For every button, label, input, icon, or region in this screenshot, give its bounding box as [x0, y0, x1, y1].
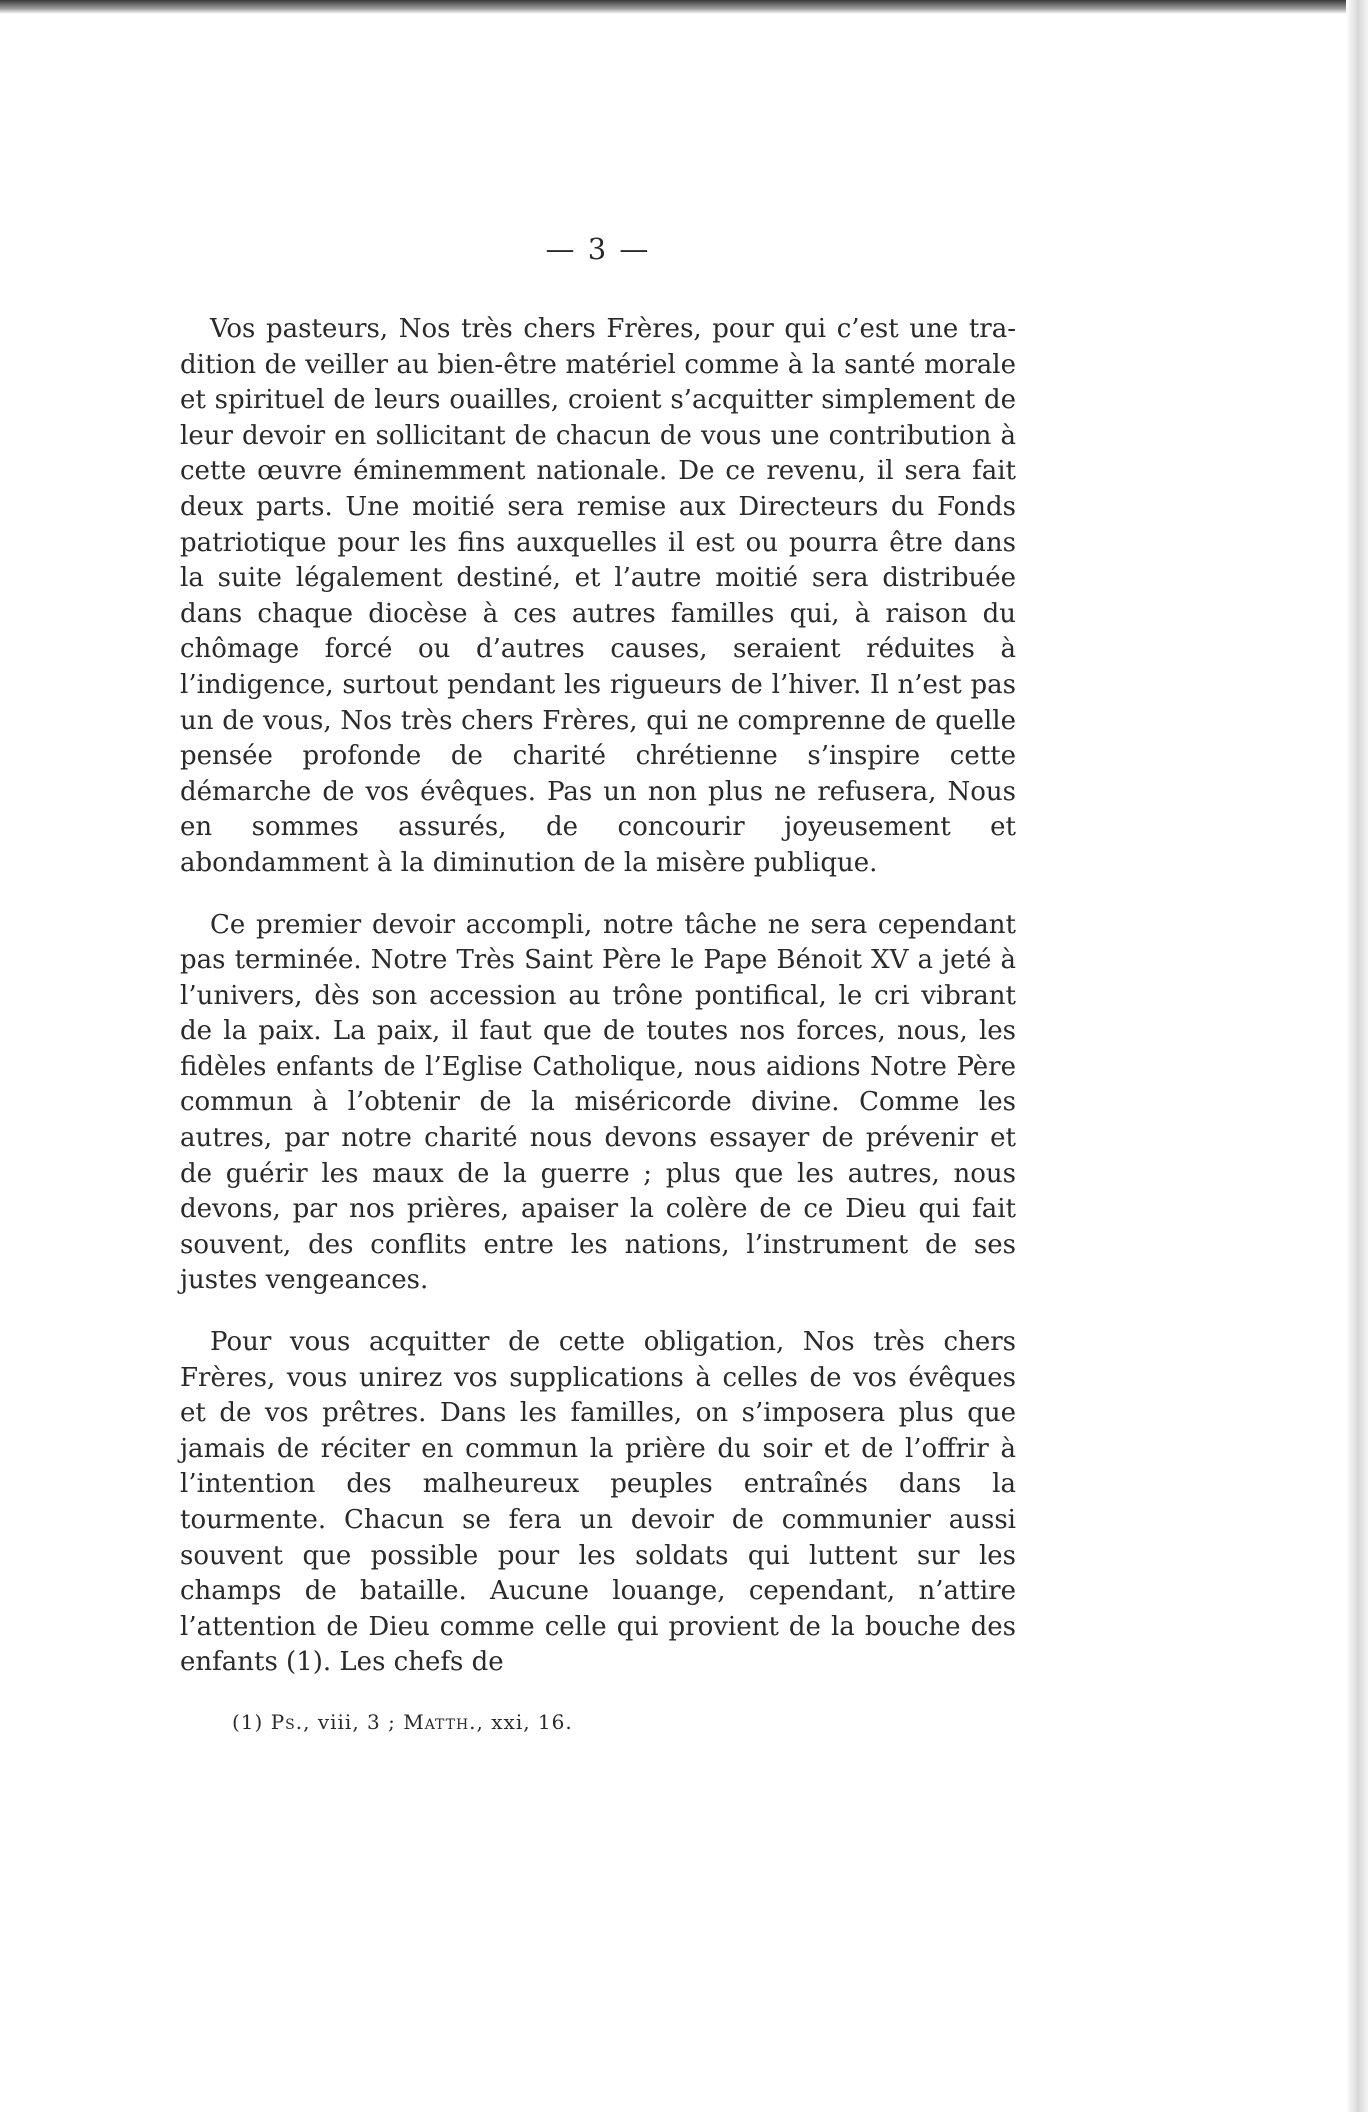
paragraph-peace: Ce premier devoir accompli, notre tâche ne sera cependant pas terminée. Notre Très Saint Père le Pape Bénoit XV a jeté à l’univers, dès son accession au trône pontifical, le cri vibrant de la paix. La paix, il faut que de toutes nos forces, nous, les fidèles enfants de l’Eglise Catholique, nous aidions Notre Père commun à l’obtenir de la miséricorde divine. Comme les autres, par notre charité nous devons essayer de prévenir et de guérir les maux de la guerre ; plus que les autres, nous devons, par nos prières, apaiser la colère de ce Dieu qui fait souvent, des conflits entre les nations, l’instrument de ses justes vengeances.: [180, 909, 1016, 1296]
footnote-ref-matthew-location: , xxi, 16.: [476, 1709, 573, 1734]
page-number: — 3 —: [545, 232, 651, 266]
paragraph-prayers: Pour vous acquitter de cette obligation, Nos très chers Frères, vous unirez vos supplications à celles de vos évêques et de vos prêtres. Dans les familles, on s’imposera plus que jamais de réciter en commun la prière du soir et de l’offrir à l’intention des malheureux peuples entraînés dans la tourmente. Chacun se fera un devoir de communier aussi souvent que possible pour les soldats qui luttent sur les champs de bataille. Aucune louange, cependant, n’attire l’attention de Dieu comme celle qui provient de la bouche des enfants (1). Les chefs de: [180, 1327, 1016, 1678]
paragraph-pastors: Vos pasteurs, Nos très chers Frères, pour qui c’est une tradition de veiller au bien-être matériel comme à la santé morale et spirituel de leurs ouailles, croient s’acquitter simplement de leur devoir en sollicitant de chacun de vous une contribution à cette œuvre éminemment nationale. De ce revenu, il sera fait deux parts. Une moitié sera remise aux Directeurs du Fonds patriotique pour les fins auxquelles il est ou pourra être dans la suite légalement destiné, et l’autre moitié sera distribuée dans chaque diocèse à ces autres familles qui, à raison du chômage forcé ou d’autres causes, seraient réduites à l’indigence, surtout pendant les rigueurs de l’hiver. Il n’est pas un de vous, Nos très chers Frères, qui ne comprenne de quelle pensée profonde de charité chrétienne s’inspire cette démarche de vos évêques. Pas un non plus ne refusera, Nous en sommes assurés, de concourir joyeusement et abondamment à la diminution de la misère publique.: [180, 314, 1016, 878]
footnote-ref-psalms-book: Ps.: [270, 1709, 304, 1734]
footnote-mark: (1): [232, 1709, 264, 1734]
footnote: [180, 1707, 1016, 1737]
scan-edge-top: [0, 0, 1368, 14]
footnote-ref-psalms-location: , viii, 3 ;: [303, 1709, 396, 1734]
page-content: [180, 232, 1016, 2032]
footnote-ref-matthew-book: Matth.: [403, 1709, 477, 1734]
scan-edge-right: [1346, 0, 1368, 2112]
